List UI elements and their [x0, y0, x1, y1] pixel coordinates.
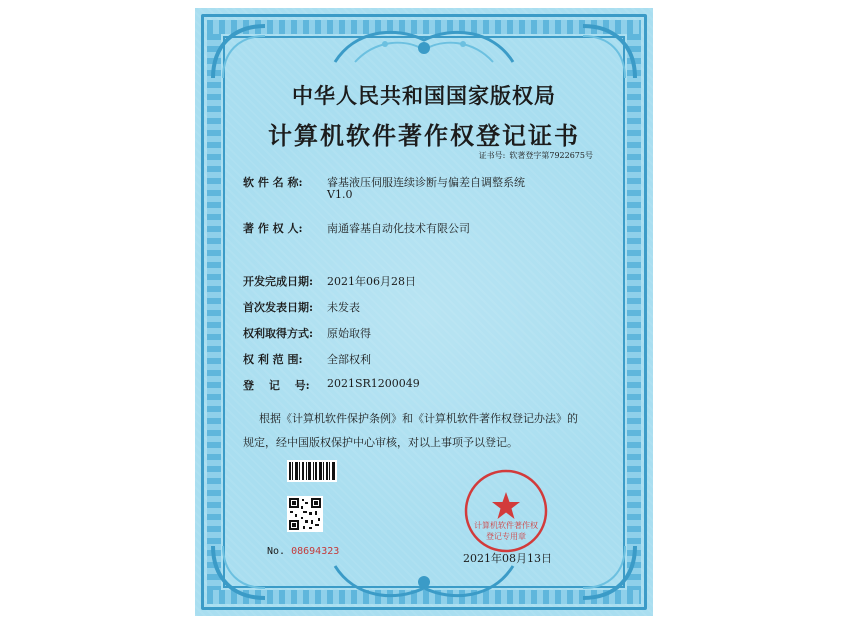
- rights-scope-label: 权 利 范 围:: [243, 353, 303, 366]
- certificate: [195, 8, 653, 616]
- statement-line-1: 根据《计算机软件保护条例》和《计算机软件著作权登记办法》的: [259, 412, 578, 425]
- registration-number-value: 2021SR1200049: [327, 377, 420, 390]
- certificate-title: 计算机软件著作权登记证书: [268, 121, 580, 150]
- bottom-ornament-icon: [325, 560, 523, 604]
- completion-date-value: 2021年06月28日: [327, 275, 416, 288]
- issuing-authority: 中华人民共和国国家版权局: [292, 83, 556, 108]
- top-ornament-icon: [325, 22, 523, 70]
- software-name-label: 软 件 名 称:: [243, 176, 303, 189]
- first-publish-date-value: 未发表: [327, 301, 360, 314]
- certificate-number-value: 软著登字第7922675号: [509, 151, 593, 160]
- copyright-owner-value: 南通睿基自动化技术有限公司: [327, 222, 470, 235]
- corner-ornament-icon: [209, 22, 269, 82]
- software-name-value: 睿基液压伺服连续诊断与偏差自调整系统: [327, 176, 525, 189]
- registration-number-label: 登 记 号:: [243, 379, 310, 392]
- qr-code-icon: [287, 496, 323, 532]
- seal-text-line-2: 登记专用章: [486, 532, 526, 541]
- completion-date-label: 开发完成日期:: [243, 275, 314, 288]
- serial-number-value: 08694323: [291, 546, 340, 557]
- rights-acquisition-label: 权利取得方式:: [243, 327, 314, 340]
- certificate-number-label: 证书号:: [478, 151, 506, 160]
- corner-ornament-icon: [209, 542, 269, 602]
- software-version-value: V1.0: [327, 188, 353, 201]
- barcode-icon: [287, 460, 337, 482]
- corner-ornament-icon: [579, 542, 639, 602]
- rights-acquisition-value: 原始取得: [327, 327, 371, 340]
- seal-text: [463, 520, 549, 542]
- first-publish-date-label: 首次发表日期:: [243, 301, 314, 314]
- rights-scope-value: 全部权利: [327, 353, 371, 366]
- issue-date: 2021年08月13日: [463, 552, 552, 565]
- seal-text-line-1: 计算机软件著作权: [474, 521, 538, 530]
- serial-number-prefix: No.: [267, 546, 286, 557]
- corner-ornament-icon: [579, 22, 639, 82]
- serial-number: [267, 546, 339, 557]
- statement-line-2: 规定，经中国版权保护中心审核，对以上事项予以登记。: [243, 436, 518, 449]
- copyright-owner-label: 著 作 权 人:: [243, 222, 303, 235]
- certificate-number: [475, 150, 593, 161]
